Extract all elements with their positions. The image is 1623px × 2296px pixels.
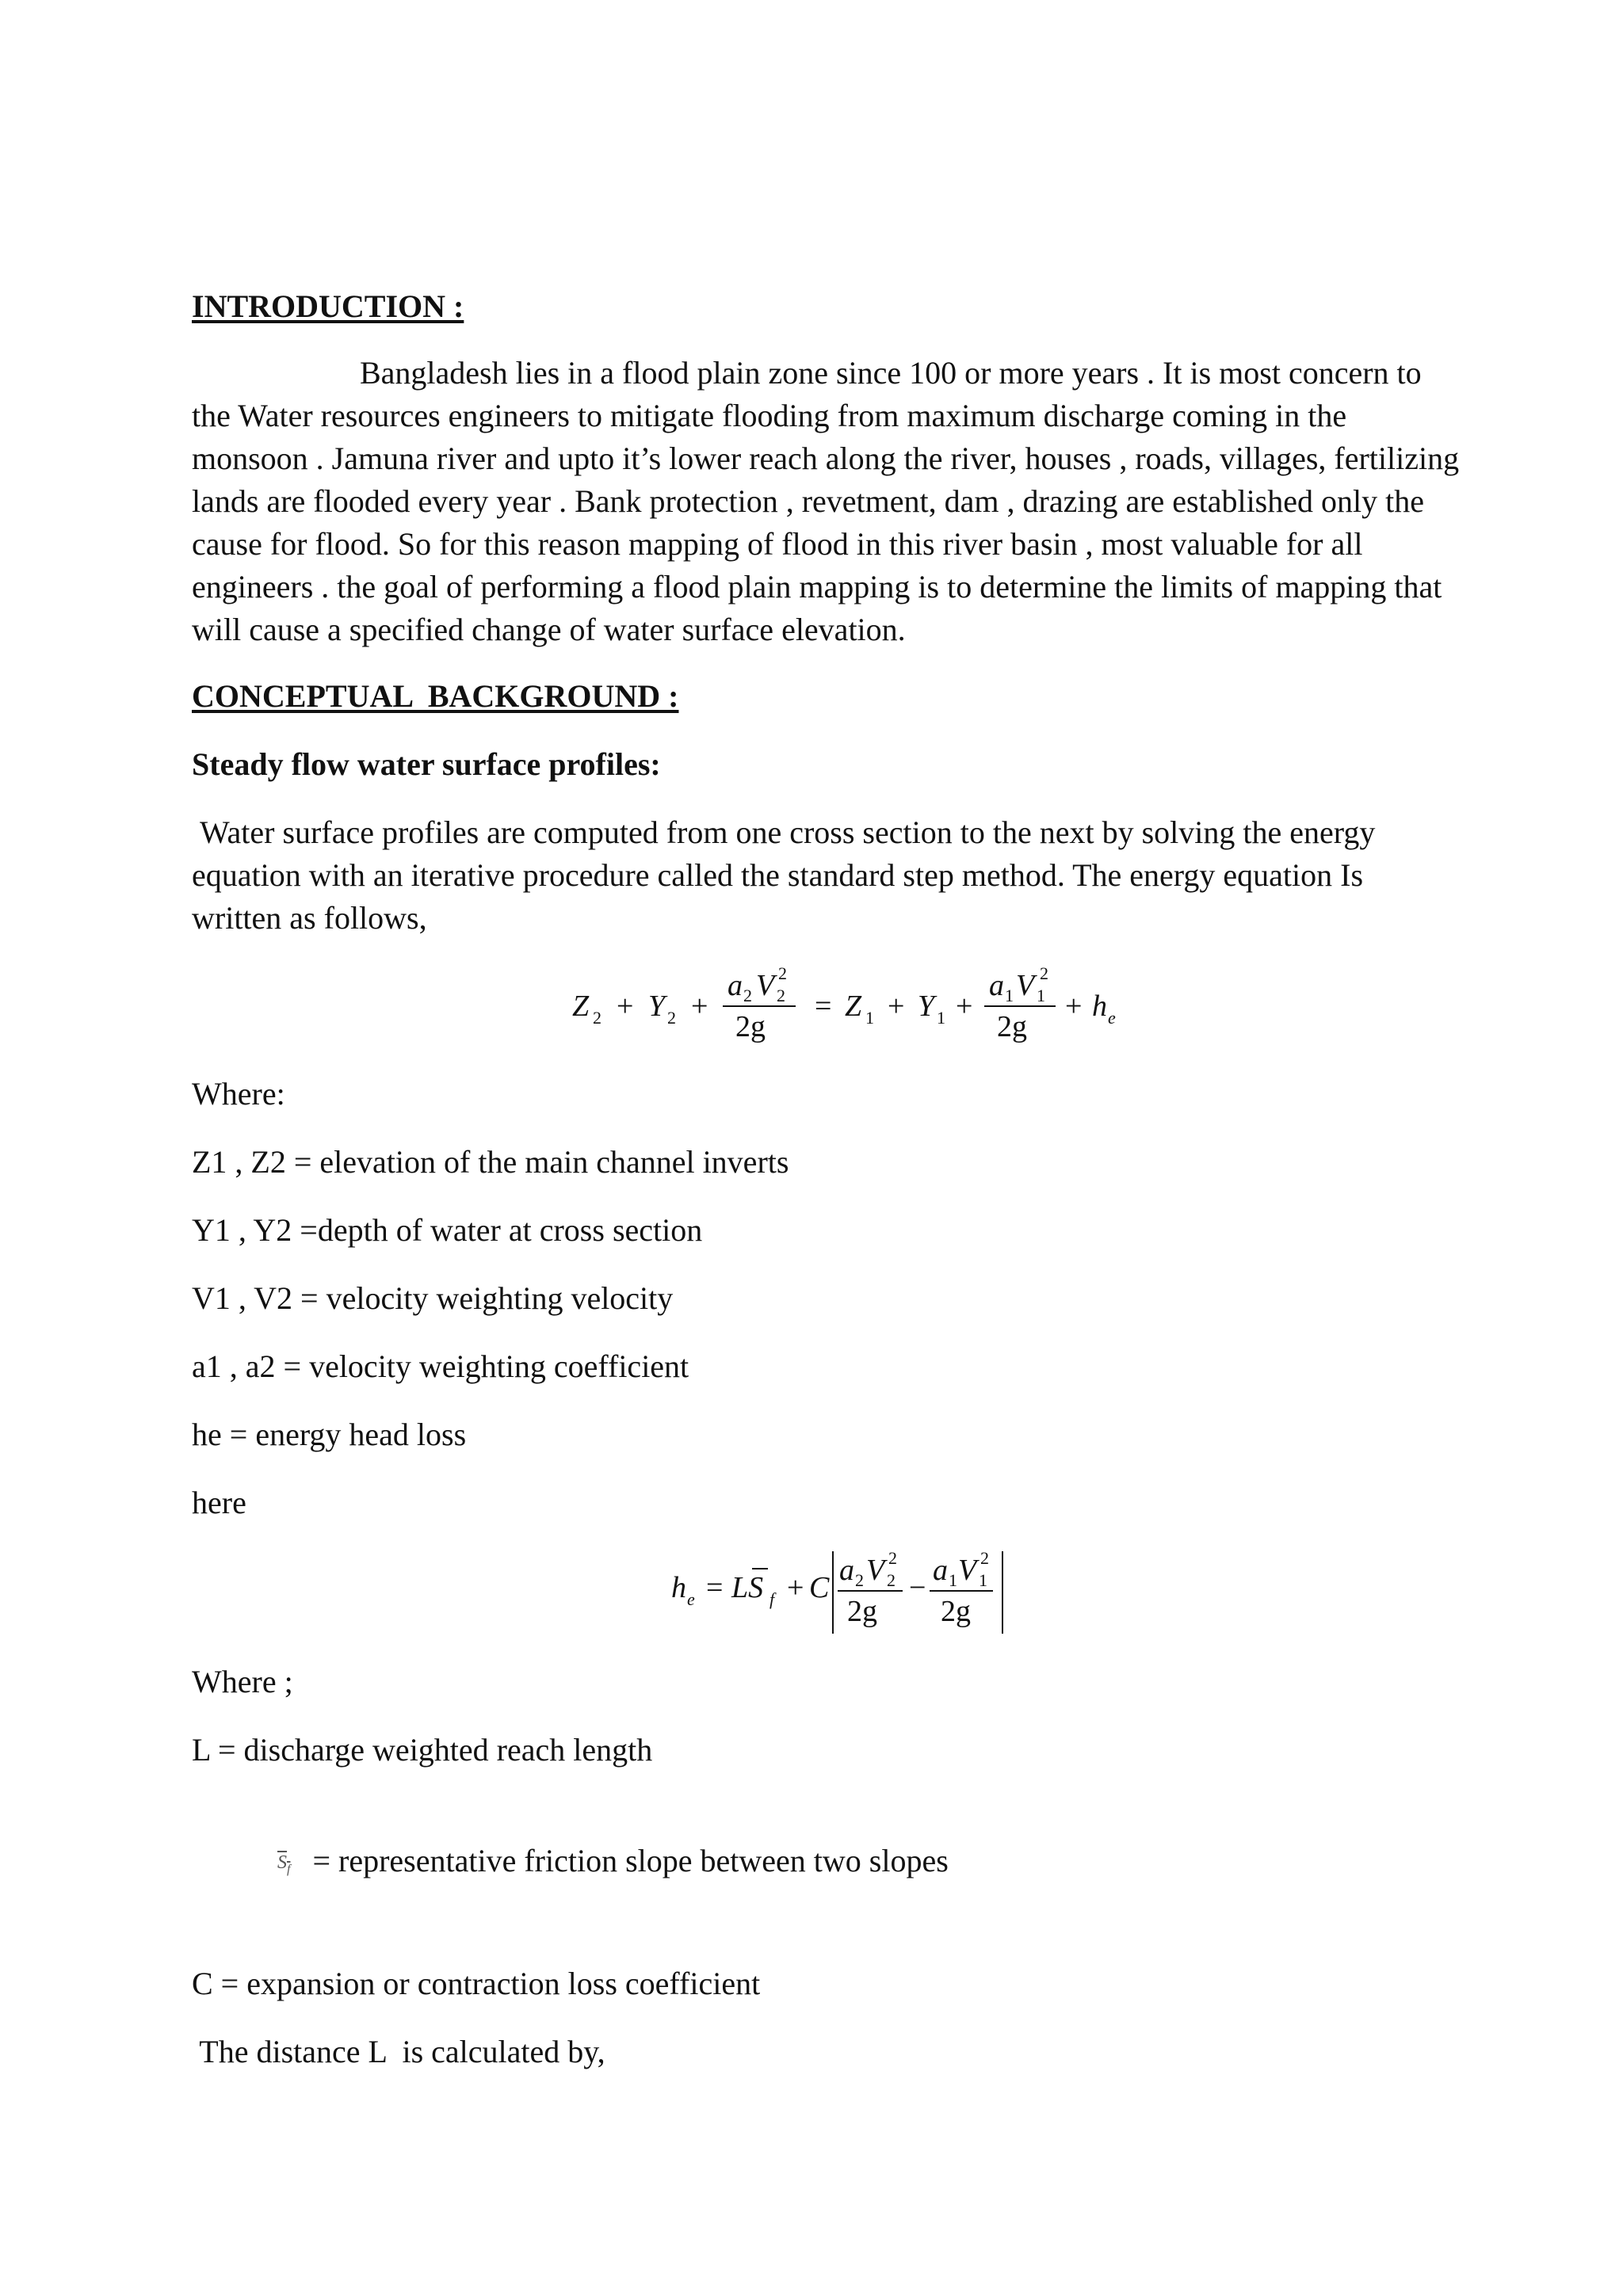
- eq-plus-1: +: [617, 990, 634, 1023]
- here-label: here: [192, 1485, 246, 1520]
- document-page: [192, 285, 1460, 2073]
- hl-a1-sub: 1: [949, 1570, 957, 1590]
- conceptual-background-heading: CONCEPTUAL BACKGROUND :: [192, 678, 679, 714]
- steady-flow-subheading: Steady flow water surface profiles:: [192, 746, 661, 782]
- eq-z1: Z: [845, 990, 862, 1023]
- definition-v: V1 , V2 = velocity weighting velocity: [192, 1280, 674, 1316]
- hl-he: h: [671, 1571, 686, 1604]
- eq-a2: a: [727, 969, 743, 1002]
- hl-den-2: 2g: [941, 1595, 971, 1628]
- sf-text: = representative friction slope between two slopes: [312, 1843, 949, 1878]
- eq-den-left: 2g: [735, 1010, 766, 1043]
- eq-he: h: [1092, 990, 1107, 1023]
- introduction-paragraph: Bangladesh lies in a flood plain zone since 100 or more years . It is most concern to the Water resources engineers to mitigate flooding from maximum discharge coming in the monsoon . Jamuna river and upto it’s lower reach along the river, houses , roads, villages, fertilizing lands are flooded every year . Bank protection , revetment, dam , drazing are established only the cause for flood. So for this reason mapping of flood in this river basin , most valuable for all engineers . the goal of performing a flood plain mapping is to determine the limits of mapping that will cause a specified change of water surface elevation.: [192, 355, 1460, 647]
- conceptual-paragraph: Water surface profiles are computed from one cross section to the next by solving the energy equation with an iterative procedure called the standard step method. The energy equation Is written as follows,: [192, 814, 1384, 936]
- hl-den-1: 2g: [847, 1595, 877, 1628]
- eq-z2: Z: [572, 990, 590, 1023]
- eq-z1-sub: 1: [865, 1008, 874, 1028]
- eq-den-right: 2g: [997, 1010, 1027, 1043]
- eq-plus-4: +: [956, 990, 973, 1023]
- definition-he: he = energy head loss: [192, 1417, 467, 1452]
- energy-equation: [572, 960, 1317, 1049]
- definition-z: Z1 , Z2 = elevation of the main channel inverts: [192, 1144, 789, 1180]
- eq-v2-sub: 2: [777, 986, 785, 1005]
- where-label: Where:: [192, 1076, 285, 1112]
- eq-v1-exp: 2: [1040, 963, 1048, 983]
- hl-a2-sub: 2: [855, 1570, 864, 1590]
- hl-v1-sub: 1: [979, 1570, 987, 1590]
- eq-plus-3: +: [888, 990, 905, 1023]
- hl-minus: −: [909, 1571, 926, 1604]
- hl-ls: LS: [731, 1571, 764, 1604]
- eq-v1-sub: 1: [1037, 986, 1045, 1005]
- hl-v2: V: [866, 1554, 885, 1587]
- definition-c: C = expansion or contraction loss coefficient: [192, 1965, 761, 2001]
- definition-l: L = discharge weighted reach length: [192, 1732, 653, 1768]
- definition-a: a1 , a2 = velocity weighting coefficient: [192, 1348, 689, 1384]
- eq-he-sub: e: [1108, 1008, 1116, 1028]
- hl-v1: V: [958, 1554, 977, 1587]
- eq-y2-sub: 2: [667, 1008, 676, 1028]
- eq-a1: a: [989, 969, 1004, 1002]
- eq-plus-5: +: [1065, 990, 1083, 1023]
- hl-equals: =: [706, 1571, 724, 1604]
- eq-y2: Y: [648, 990, 666, 1023]
- distance-line: The distance L is calculated by,: [192, 2033, 605, 2069]
- eq-a1-sub: 1: [1005, 986, 1014, 1005]
- hl-s-sub: f: [769, 1589, 775, 1609]
- eq-plus-2: +: [691, 990, 708, 1023]
- eq-equals: =: [815, 990, 832, 1023]
- hl-v1-exp: 2: [980, 1548, 989, 1568]
- hl-v2-exp: 2: [888, 1548, 897, 1568]
- definition-y: Y1 , Y2 =depth of water at cross section: [192, 1212, 703, 1248]
- energy-equation-graphic: [572, 960, 1317, 1049]
- hl-v2-sub: 2: [887, 1570, 896, 1590]
- sf-symbol: $S_f$: [277, 1852, 291, 1876]
- eq-v1: V: [1016, 969, 1035, 1002]
- hl-he-sub: e: [687, 1589, 695, 1609]
- definition-sf: [192, 1797, 1460, 1937]
- eq-v2: V: [756, 969, 775, 1002]
- hl-plus: +: [787, 1571, 804, 1604]
- hl-a2: a: [839, 1554, 854, 1587]
- headloss-equation-graphic: [671, 1547, 1020, 1640]
- eq-y1: Y: [918, 990, 935, 1023]
- where2-label: Where ;: [192, 1664, 293, 1699]
- eq-v2-exp: 2: [778, 963, 787, 983]
- eq-z2-sub: 2: [593, 1008, 601, 1028]
- eq-y1-sub: 1: [937, 1008, 945, 1028]
- headloss-equation: [671, 1547, 1020, 1640]
- hl-c: C: [809, 1571, 830, 1604]
- eq-a2-sub: 2: [743, 986, 752, 1005]
- introduction-heading: INTRODUCTION :: [192, 288, 464, 324]
- hl-a1: a: [933, 1554, 948, 1587]
